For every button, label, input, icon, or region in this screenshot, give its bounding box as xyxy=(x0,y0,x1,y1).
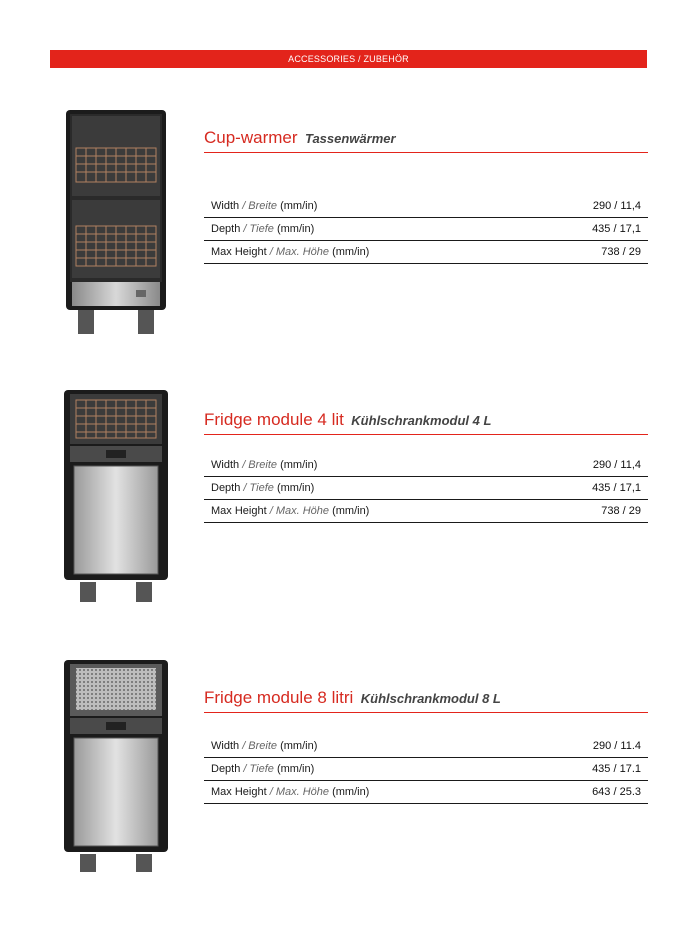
spec-value: 290 / 11,4 xyxy=(592,459,641,471)
spec-label-de: / Max. Höhe xyxy=(269,786,330,798)
spec-label-de: / Breite xyxy=(242,740,278,752)
spec-unit: (mm/in) xyxy=(332,505,370,517)
spec-value: 435 / 17,1 xyxy=(592,482,641,494)
spec-row-height xyxy=(204,500,648,523)
section-banner: ACCESSORIES / ZUBEHÖR xyxy=(50,50,647,68)
spec-row-height xyxy=(204,241,648,264)
spec-label: Width xyxy=(211,740,240,752)
spec-table xyxy=(204,735,648,804)
spec-label: Depth xyxy=(211,482,241,494)
spec-label: Max Height xyxy=(211,505,267,517)
spec-unit: (mm/in) xyxy=(332,786,370,798)
title-english: Fridge module 8 litri xyxy=(204,688,354,707)
spec-label: Depth xyxy=(211,223,241,235)
spec-unit: (mm/in) xyxy=(276,763,315,775)
spec-label-de: / Breite xyxy=(242,200,278,212)
title-english: Fridge module 4 lit xyxy=(204,410,344,429)
spec-value: 435 / 17,1 xyxy=(592,223,641,235)
spec-unit: (mm/in) xyxy=(280,459,318,471)
title-german: Kühlschrankmodul 4 L xyxy=(351,413,492,428)
spec-label-de: / Max. Höhe xyxy=(269,505,330,517)
title-german: Kühlschrankmodul 8 L xyxy=(360,691,501,706)
spec-row-depth xyxy=(204,758,648,781)
spec-label-de: / Tiefe xyxy=(243,223,274,235)
spec-row-width xyxy=(204,195,648,218)
spec-label: Max Height xyxy=(211,786,267,798)
title-german: Tassenwärmer xyxy=(304,131,396,146)
spec-row-width xyxy=(204,735,648,758)
spec-unit: (mm/in) xyxy=(280,740,318,752)
spec-label: Width xyxy=(211,200,240,212)
spec-table xyxy=(204,454,648,523)
spec-row-width xyxy=(204,454,648,477)
fridge-4l-image xyxy=(62,388,170,604)
spec-unit: (mm/in) xyxy=(276,223,315,235)
spec-label: Max Height xyxy=(211,246,267,258)
cup-warmer-image xyxy=(62,108,170,336)
spec-unit: (mm/in) xyxy=(276,482,315,494)
spec-unit: (mm/in) xyxy=(332,246,370,258)
spec-label: Depth xyxy=(211,763,241,775)
spec-unit: (mm/in) xyxy=(280,200,318,212)
spec-label: Width xyxy=(211,459,240,471)
spec-label-de: / Breite xyxy=(242,459,278,471)
spec-label-de: / Max. Höhe xyxy=(269,246,330,258)
fridge-8l-image xyxy=(62,656,170,874)
spec-value: 290 / 11,4 xyxy=(592,200,641,212)
spec-row-height xyxy=(204,781,648,804)
spec-value: 290 / 11.4 xyxy=(592,740,641,752)
spec-row-depth xyxy=(204,218,648,241)
spec-table xyxy=(204,194,648,264)
spec-value: 738 / 29 xyxy=(601,246,641,258)
spec-row-depth xyxy=(204,477,648,500)
spec-value: 643 / 25.3 xyxy=(592,786,641,798)
spec-value: 738 / 29 xyxy=(601,505,641,517)
product-title xyxy=(204,688,648,713)
product-title xyxy=(204,410,648,435)
spec-label-de: / Tiefe xyxy=(243,482,274,494)
product-title xyxy=(204,128,648,153)
spec-value: 435 / 17.1 xyxy=(592,763,641,775)
title-english: Cup-warmer xyxy=(204,128,298,147)
spec-label-de: / Tiefe xyxy=(243,763,274,775)
